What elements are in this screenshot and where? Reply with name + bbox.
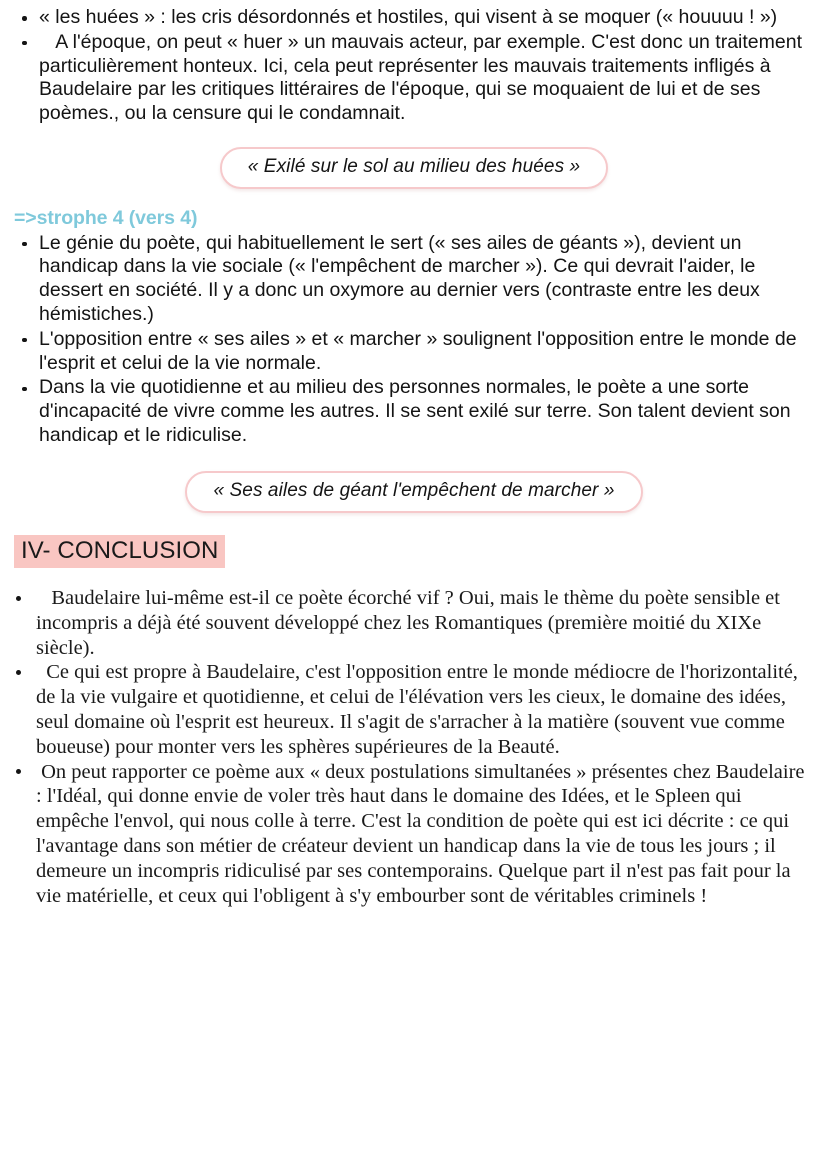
huees-bullet-1-text: « les huées » : les cris désordonnés et hostiles, qui visent à se moquer (« houuuu ! ») bbox=[39, 6, 778, 28]
conclusion-heading-wrap bbox=[14, 535, 828, 568]
conclusion-bullet-1-text: Baudelaire lui-même est-il ce poète écorché vif ? Oui, mais le thème du poète sensible et incompris a déjà été souvent développé chez les Romantiques (première moitié du XIXe siècle). bbox=[36, 587, 786, 659]
list-item bbox=[6, 586, 806, 660]
conclusion-bullet-list bbox=[6, 586, 810, 908]
strophe4-bullet-1-text: Le génie du poète, qui habituellement le sert (« ses ailes de géants »), devient un handicap dans la vie sociale (« l'empêchent de marcher »). Ce qui devrait l'aider, le dessert en société. Il y a donc un oxymore au dernier vers (contraste entre les deux hémistiches.) bbox=[39, 231, 766, 326]
list-item bbox=[14, 6, 810, 30]
conclusion-bullet-2-text: Ce qui est propre à Baudelaire, c'est l'opposition entre le monde médiocre de l'horizontalité, de la vie vulgaire et quotidienne, et celui de l'élévation vers les cieux, le domaine des idées, seul domaine où l'esprit est heureux. Il s'agit de s'arracher à la matière (souvent vue comme boueuse) pour monter vers les sphères supérieures de la Beauté. bbox=[36, 661, 804, 758]
list-item bbox=[14, 328, 810, 376]
strophe-4-heading: =>strophe 4 (vers 4) bbox=[14, 206, 198, 229]
huees-bullet-2-text: A l'époque, on peut « huer » un mauvais acteur, par exemple. C'est donc un traitement particulièrement honteux. Ici, cela peut représenter les mauvais traitements infligés à Baudelaire par les critiques littéraires de l'époque, qui se moquaient de lui et de ses poèmes., ou la censure qui le condamnait. bbox=[39, 30, 808, 125]
quote-callout-ailes: « Ses ailes de géant l'empêchent de marcher » bbox=[185, 471, 642, 513]
strophe4-bullet-2-text: L'opposition entre « ses ailes » et « marcher » soulignent l'opposition entre le monde de l'esprit et celui de la vie normale. bbox=[39, 327, 803, 374]
section-les-huees bbox=[0, 6, 828, 126]
list-item bbox=[14, 232, 810, 327]
section-conclusion bbox=[0, 586, 828, 908]
strophe4-bullet-3-text: Dans la vie quotidienne et au milieu des personnes normales, le poète a une sorte d'incapacité de vivre comme les autres. Il se sent exilé sur terre. Son talent devient son handicap et le ridiculise. bbox=[39, 376, 797, 446]
quote-ailes-container bbox=[0, 471, 828, 513]
quote-callout-exile: « Exilé sur le sol au milieu des huées » bbox=[220, 147, 608, 189]
section-strophe-4 bbox=[0, 207, 828, 448]
huees-bullet-list bbox=[14, 6, 810, 126]
page-title-conclusion: IV- CONCLUSION bbox=[14, 535, 225, 568]
strophe-4-bullet-list bbox=[14, 232, 810, 448]
list-item bbox=[14, 376, 810, 447]
list-item bbox=[6, 760, 810, 909]
list-item bbox=[6, 660, 806, 759]
quote-huees-container bbox=[0, 147, 828, 189]
conclusion-bullet-3-text: On peut rapporter ce poème aux « deux postulations simultanées » présentes chez Baudelaire : l'Idéal, qui donne envie de voler très haut dans le domaine des Idées, et le Spleen qui empêche l'envol, qui nous colle à terre. C'est la condition de poète qui est ici décrite : ce qui l'avantage dans son métier de créateur devient un handicap dans la vie de tous les jours ; il demeure un incompris ridiculisé par ses contemporains. Quelque part il n'est pas fait pour la vie matérielle, et ceux qui l'obligent à s'y embourber sont de véritables criminels ! bbox=[36, 760, 810, 907]
list-item bbox=[14, 31, 810, 126]
